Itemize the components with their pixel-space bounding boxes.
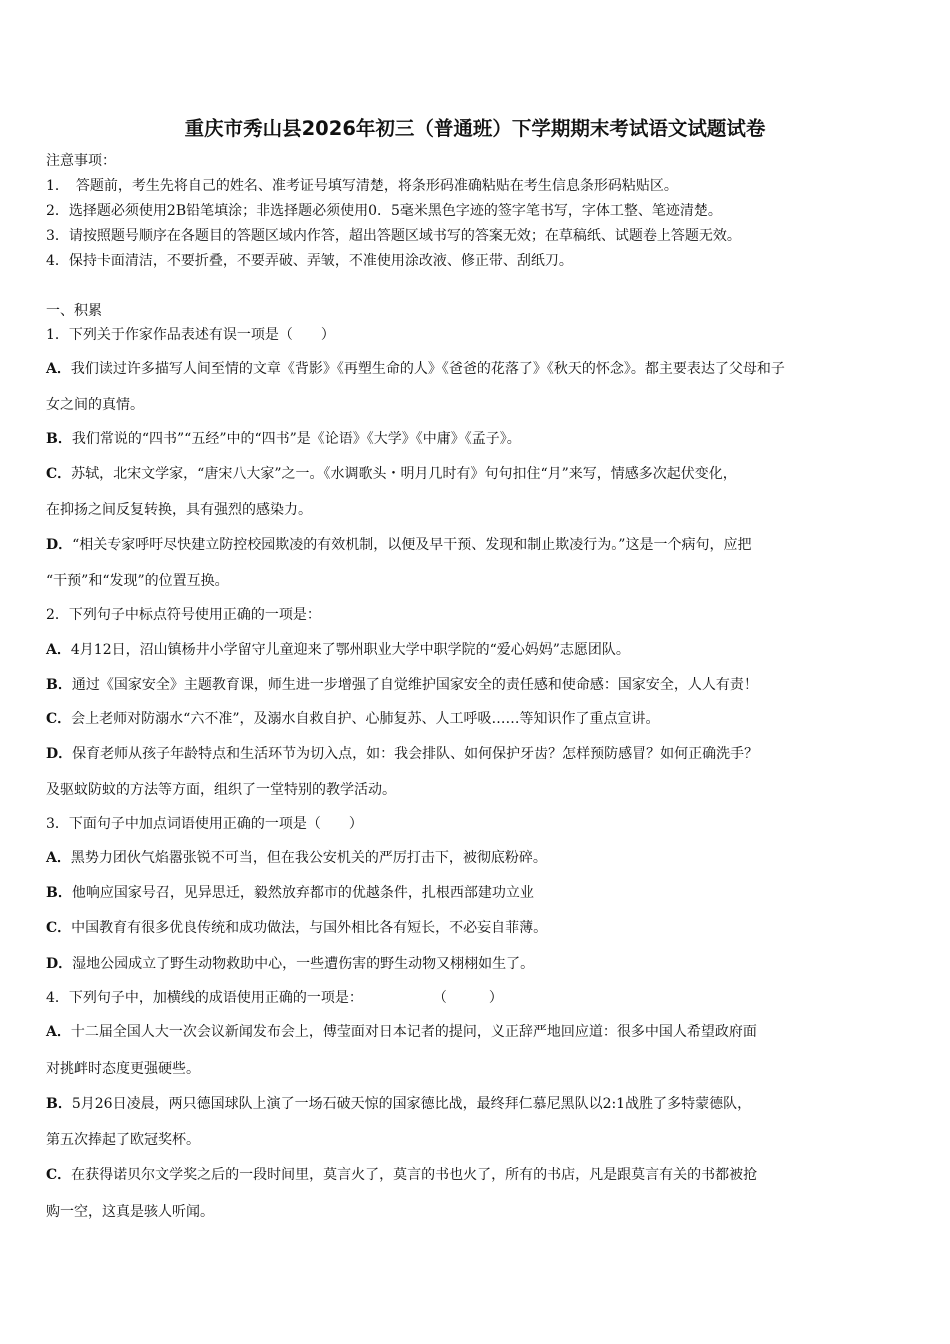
question-1-stem: 1．下列关于作家作品表述有误一项是（ ） bbox=[46, 327, 335, 343]
option-text: 我们常说的“四书”“五经”中的“四书”是《论语》《大学》《中庸》《孟子》。 bbox=[71, 431, 521, 447]
notice-item-2: 2．选择题必须使用2B铅笔填涂；非选择题必须使用0．5毫米黑色字迹的签字笔书写，字体工整、笔迹清楚。 bbox=[46, 203, 722, 219]
option-label: A． bbox=[46, 850, 71, 866]
question-2-stem: 2．下列句子中标点符号使用正确的一项是： bbox=[46, 607, 321, 623]
question-3-option-b bbox=[46, 884, 534, 902]
question-1-option-d bbox=[46, 536, 751, 554]
option-label: B． bbox=[46, 1096, 72, 1112]
question-4-option-b bbox=[46, 1095, 751, 1113]
question-4-option-b-cont: 第五次捧起了欧冠奖杯。 bbox=[46, 1132, 200, 1148]
question-3-option-c bbox=[46, 919, 547, 937]
option-text: 苏轼，北宋文学家，“唐宋八大家”之一。《水调歌头・明月几时有》句句扣住“月”来写，情感多次起伏变化， bbox=[71, 466, 737, 482]
question-2-option-a bbox=[46, 641, 630, 659]
option-label: C． bbox=[46, 466, 72, 482]
option-label: D． bbox=[46, 746, 73, 762]
question-3-stem: 3．下面句子中加点词语使用正确的一项是（ ） bbox=[46, 816, 363, 832]
question-1-option-c bbox=[46, 465, 737, 483]
question-3-option-d bbox=[46, 955, 534, 973]
option-text: 会上老师对防溺水“六不准”，及溺水自救自护、心肺复苏、人工呼吸……等知识作了重点宣讲。 bbox=[71, 711, 660, 727]
option-text: 他响应国家号召，见异思迁，毅然放弃都市的优越条件，扎根西部建功立业 bbox=[71, 885, 534, 901]
question-2-option-d bbox=[46, 745, 758, 763]
question-1-option-a bbox=[46, 360, 785, 378]
option-text: 通过《国家安全》主题教育课，师生进一步增强了自觉维护国家安全的责任感和使命感：国家安全，人人有责！ bbox=[71, 677, 758, 693]
notice-heading: 注意事项： bbox=[46, 153, 116, 169]
question-4-option-c-cont: 购一空，这真是骇人听闻。 bbox=[46, 1204, 214, 1220]
option-label: D． bbox=[46, 956, 73, 972]
option-label: B． bbox=[46, 431, 72, 447]
option-label: B． bbox=[46, 677, 72, 693]
option-text: “相关专家呼吁尽快建立防控校园欺凌的有效机制，以便及早干预、发现和制止欺凌行为。”这是一个病句，应把 bbox=[72, 537, 752, 553]
option-label: D． bbox=[46, 537, 73, 553]
question-3-option-a bbox=[46, 849, 547, 867]
section-heading: 一、积累 bbox=[46, 303, 102, 319]
option-label: A． bbox=[46, 361, 71, 377]
option-label: C． bbox=[46, 711, 72, 727]
question-1-option-d-cont: “干预”和“发现”的位置互换。 bbox=[46, 573, 229, 589]
notice-item-1: 1． 答题前，考生先将自己的姓名、准考证号填写清楚，将条形码准确粘贴在考生信息条形码粘贴区。 bbox=[46, 178, 678, 194]
question-1-option-c-cont: 在抑扬之间反复转换，具有强烈的感染力。 bbox=[46, 502, 312, 518]
option-text: 湿地公园成立了野生动物救助中心，一些遭伤害的野生动物又栩栩如生了。 bbox=[72, 956, 535, 972]
option-label: C． bbox=[46, 920, 72, 936]
option-text: 黑势力团伙气焰嚣张锐不可当，但在我公安机关的严厉打击下，被彻底粉碎。 bbox=[70, 850, 547, 866]
question-4-option-c bbox=[46, 1166, 757, 1184]
question-2-option-c bbox=[46, 710, 659, 728]
option-label: B． bbox=[46, 885, 72, 901]
option-text: 4月12日，沼山镇杨井小学留守儿童迎来了鄂州职业大学中职学院的“爱心妈妈”志愿团队。 bbox=[70, 642, 630, 658]
notice-item-4: 4．保持卡面清洁，不要折叠，不要弄破、弄皱，不准使用涂改液、修正带、刮纸刀。 bbox=[46, 253, 573, 269]
question-4-option-a-cont: 对挑衅时态度更强硬些。 bbox=[46, 1061, 200, 1077]
option-label: A． bbox=[46, 1024, 71, 1040]
option-text: 在获得诺贝尔文学奖之后的一段时间里，莫言火了，莫言的书也火了，所有的书店，凡是跟莫言有关的书都被抢 bbox=[71, 1167, 758, 1183]
option-text: 5月26日凌晨，两只德国球队上演了一场石破天惊的国家德比战，最终拜仁慕尼黑队以2:1战胜了多特蒙德队， bbox=[71, 1096, 752, 1112]
question-4-stem: 4．下列句子中，加横线的成语使用正确的一项是： （ ） bbox=[46, 990, 503, 1006]
page-title: 重庆市秀山县2026年初三（普通班）下学期期末考试语文试题试卷 bbox=[184, 117, 766, 140]
question-2-option-b bbox=[46, 676, 758, 694]
question-1-option-b bbox=[46, 430, 521, 448]
notice-item-3: 3．请按照题号顺序在各题目的答题区域内作答，超出答题区域书写的答案无效；在草稿纸、试题卷上答题无效。 bbox=[46, 228, 741, 244]
question-4-option-a bbox=[46, 1023, 757, 1041]
option-label: C． bbox=[46, 1167, 72, 1183]
option-text: 中国教育有很多优良传统和成功做法，与国外相比各有短长，不必妄自菲薄。 bbox=[71, 920, 548, 936]
question-1-option-a-cont: 女之间的真情。 bbox=[46, 397, 144, 413]
question-2-option-d-cont: 及驱蚊防蚊的方法等方面，组织了一堂特别的教学活动。 bbox=[46, 782, 396, 798]
option-label: A． bbox=[46, 642, 71, 658]
option-text: 保育老师从孩子年龄特点和生活环节为切入点，如：我会排队、如何保护牙齿？怎样预防感冒？如何正确洗手？ bbox=[72, 746, 759, 762]
option-text: 十二届全国人大一次会议新闻发布会上，傅莹面对日本记者的提问，义正辞严地回应道：很多中国人希望政府面 bbox=[70, 1024, 757, 1040]
option-text: 我们读过许多描写人间至情的文章《背影》《再塑生命的人》《爸爸的花落了》《秋天的怀念》。都主要表达了父母和子 bbox=[70, 361, 785, 377]
